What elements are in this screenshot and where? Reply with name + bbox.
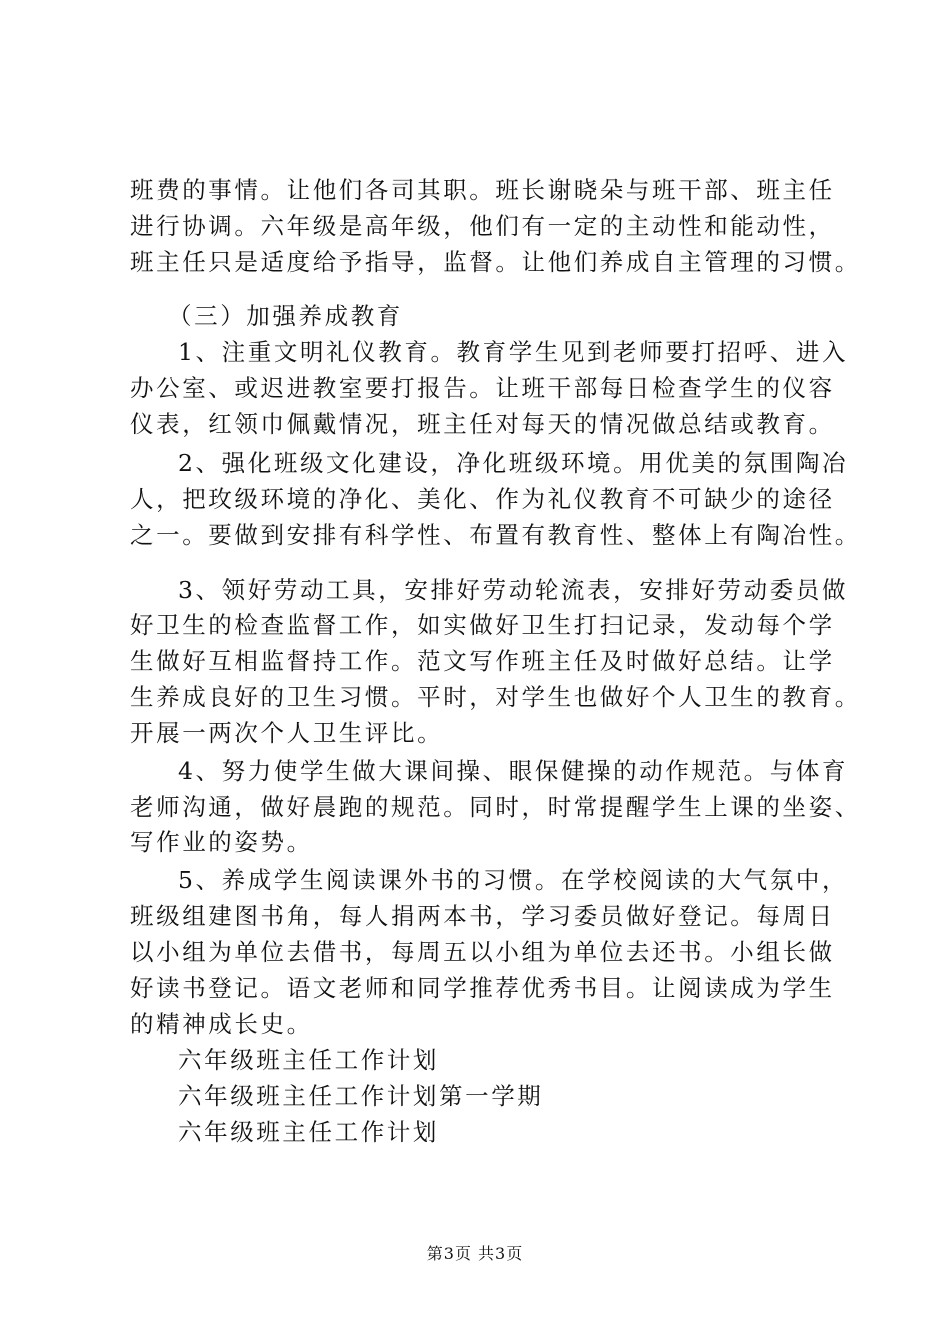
paragraph-line: 好卫生的检查监督工作，如实做好卫生打扫记录，发动每个学 <box>130 611 835 639</box>
paragraph-line: 班级组建图书角，每人捐两本书，学习委员做好登记。每周日 <box>130 902 835 930</box>
paragraph-line: 开展一两次个人卫生评比。 <box>130 719 444 747</box>
paragraph-line: 班费的事情。让他们各司其职。班长谢晓朵与班干部、班主任 <box>130 176 835 204</box>
paragraph-line: 生做好互相监督持工作。范文写作班主任及时做好总结。让学 <box>130 647 835 675</box>
paragraph-line: 5、养成学生阅读课外书的习惯。在学校阅读的大气氛中， <box>178 866 849 894</box>
paragraph-line: 之一。要做到安排有科学性、布置有教育性、整体上有陶冶性。 <box>130 521 861 549</box>
page-number: 第3页 共3页 <box>426 1244 524 1263</box>
paragraph-line: 4、努力使学生做大课间操、眼保健操的动作规范。与体育 <box>178 757 849 785</box>
section-heading: （三）加强养成教育 <box>168 302 403 330</box>
paragraph-line: 好读书登记。语文老师和同学推荐优秀书目。让阅读成为学生 <box>130 974 835 1002</box>
paragraph-line: 3、领好劳动工具，安排好劳动轮流表，安排好劳动委员做 <box>178 576 849 604</box>
paragraph-line: 进行协调。六年级是高年级，他们有一定的主动性和能动性， <box>130 212 835 240</box>
paragraph-line: 人，把玫级环境的净化、美化、作为礼仪教育不可缺少的途径 <box>130 485 835 513</box>
title-line: 六年级班主任工作计划 <box>178 1118 439 1146</box>
title-line: 六年级班主任工作计划第一学期 <box>178 1082 544 1110</box>
paragraph-line: 以小组为单位去借书，每周五以小组为单位去还书。小组长做 <box>130 938 835 966</box>
paragraph-line: 办公室、或迟进教室要打报告。让班干部每日检查学生的仪容 <box>130 374 835 402</box>
title-line: 六年级班主任工作计划 <box>178 1046 439 1074</box>
paragraph-line: 老师沟通，做好晨跑的规范。同时，时常提醒学生上课的坐姿、 <box>130 793 861 821</box>
paragraph-line: 的精神成长史。 <box>130 1010 313 1038</box>
paragraph-line: 生养成良好的卫生习惯。平时，对学生也做好个人卫生的教育。 <box>130 683 861 711</box>
paragraph-line: 1、注重文明礼仪教育。教育学生见到老师要打招呼、进入 <box>178 338 849 366</box>
paragraph-line: 2、强化班级文化建设，净化班级环境。用优美的氛围陶冶 <box>178 449 849 477</box>
paragraph-line: 仪表，红领巾佩戴情况，班主任对每天的情况做总结或教育。 <box>130 410 835 438</box>
paragraph-line: 班主任只是适度给予指导，监督。让他们养成自主管理的习惯。 <box>130 248 861 276</box>
paragraph-line: 写作业的姿势。 <box>130 828 313 856</box>
